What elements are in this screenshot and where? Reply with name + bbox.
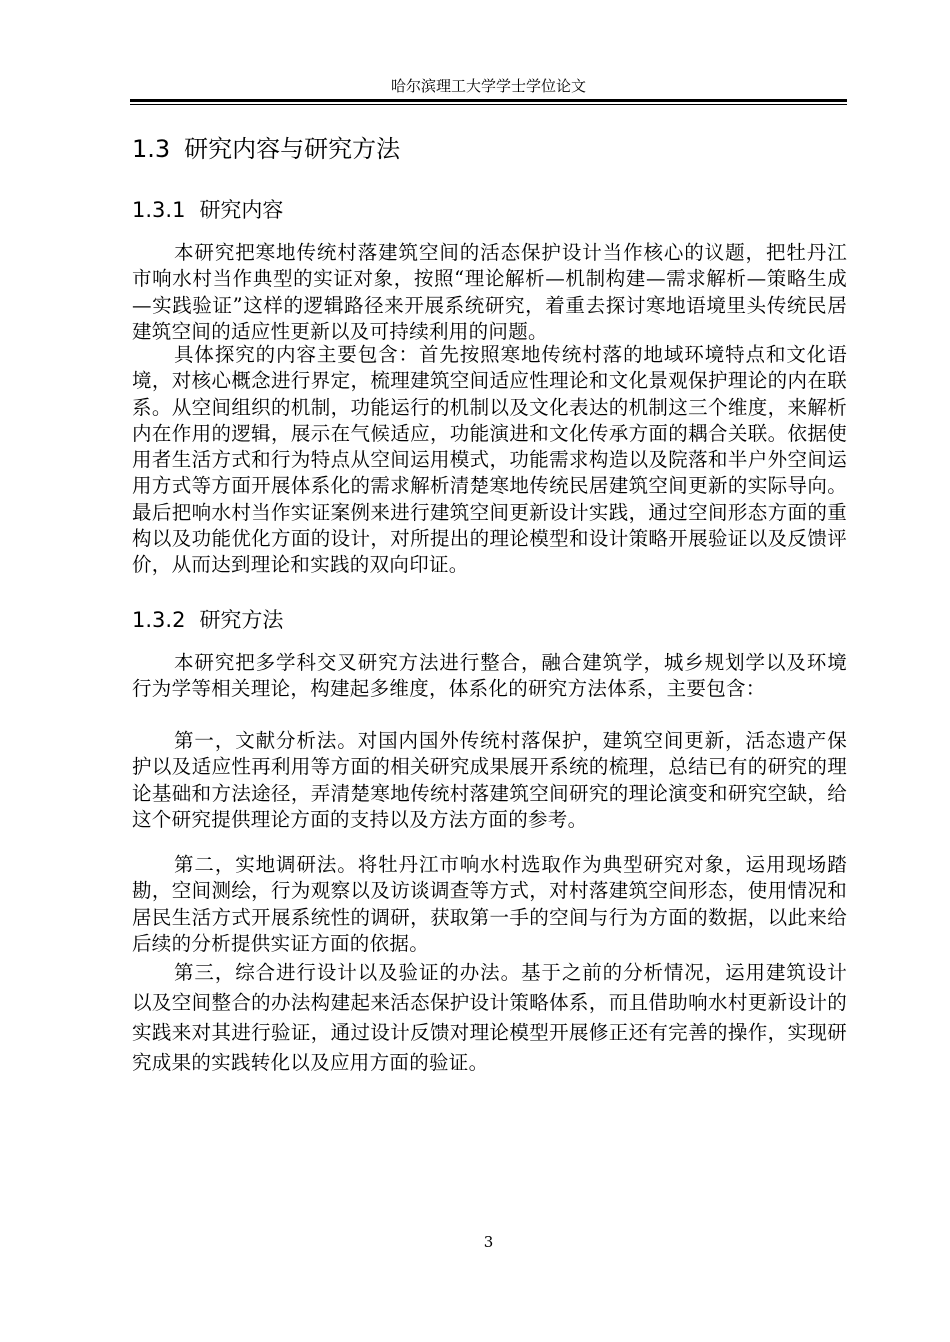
paragraph: 第三，综合进行设计以及验证的办法。基于之前的分析情况，运用建筑设计以及空间整合的办法构建起来活态保护设计策略体系，而且借助响水村更新设计的实践来对其进行验证，通过设计反馈对理论模型开展修正还有完善的操作，实现研究成果的实践转化以及应用方面的验证。 (132, 961, 847, 1074)
paragraph: 第一，文献分析法。对国内国外传统村落保护，建筑空间更新，活态遗产保护以及适应性再利用等方面的相关研究成果展开系统的梳理，总结已有的研究的理论基础和方法途径，弄清楚寒地传统村落建筑空间研究的理论演变和研究空缺，给这个研究提供理论方面的支持以及方法方面的参考。 (132, 729, 847, 831)
paragraph: 第二，实地调研法。将牡丹江市响水村选取作为典型研究对象，运用现场踏勘，空间测绘，行为观察以及访谈调查等方式，对村落建筑空间形态，使用情况和居民生活方式开展系统性的调研，获取第一手的空间与行为方面的数据，以此来给后续的分析提供实证方面的依据。 (132, 853, 847, 955)
section-number: 1.3 (132, 135, 171, 163)
subsection-number: 1.3.1 (132, 198, 186, 222)
page-number: 3 (483, 1233, 494, 1251)
subsection-title: 研究内容 (199, 198, 284, 222)
subsection-heading-research-methods (132, 605, 283, 635)
header-rule-thick (130, 99, 847, 102)
header-title: 哈尔滨理工大学学士学位论文 (390, 77, 586, 95)
header-rule-thin (130, 104, 847, 105)
subsection-title: 研究方法 (199, 608, 284, 632)
subsection-heading-research-content (132, 195, 283, 225)
section-title: 研究内容与研究方法 (184, 135, 401, 163)
section-heading (132, 132, 400, 166)
paragraph: 本研究把寒地传统村落建筑空间的活态保护设计当作核心的议题，把牡丹江市响水村当作典型的实证对象，按照“理论解析—机制构建—需求解析—策略生成—实践验证”这样的逻辑路径来开展系统研究，着重去探讨寒地语境里头传统民居建筑空间的适应性更新以及可持续利用的问题。 (132, 241, 847, 343)
paragraph: 具体探究的内容主要包含：首先按照寒地传统村落的地域环境特点和文化语境，对核心概念进行界定，梳理建筑空间适应性理论和文化景观保护理论的内在联系。从空间组织的机制，功能运行的机制以及文化表达的机制这三个维度，来解析内在作用的逻辑，展示在气候适应，功能演进和文化传承方面的耦合关联。依据使用者生活方式和行为特点从空间运用模式，功能需求构造以及院落和半户外空间运用方式等方面开展体系化的需求解析清楚寒地传统民居建筑空间更新的实际导向。最后把响水村当作实证案例来进行建筑空间更新设计实践，通过空间形态方面的重构以及功能优化方面的设计，对所提出的理论模型和设计策略开展验证以及反馈评价，从而达到理论和实践的双向印证。 (132, 343, 847, 577)
paragraph: 本研究把多学科交叉研究方法进行整合，融合建筑学，城乡规划学以及环境行为学等相关理论，构建起多维度，体系化的研究方法体系，主要包含： (132, 651, 847, 701)
subsection-number: 1.3.2 (132, 608, 186, 632)
